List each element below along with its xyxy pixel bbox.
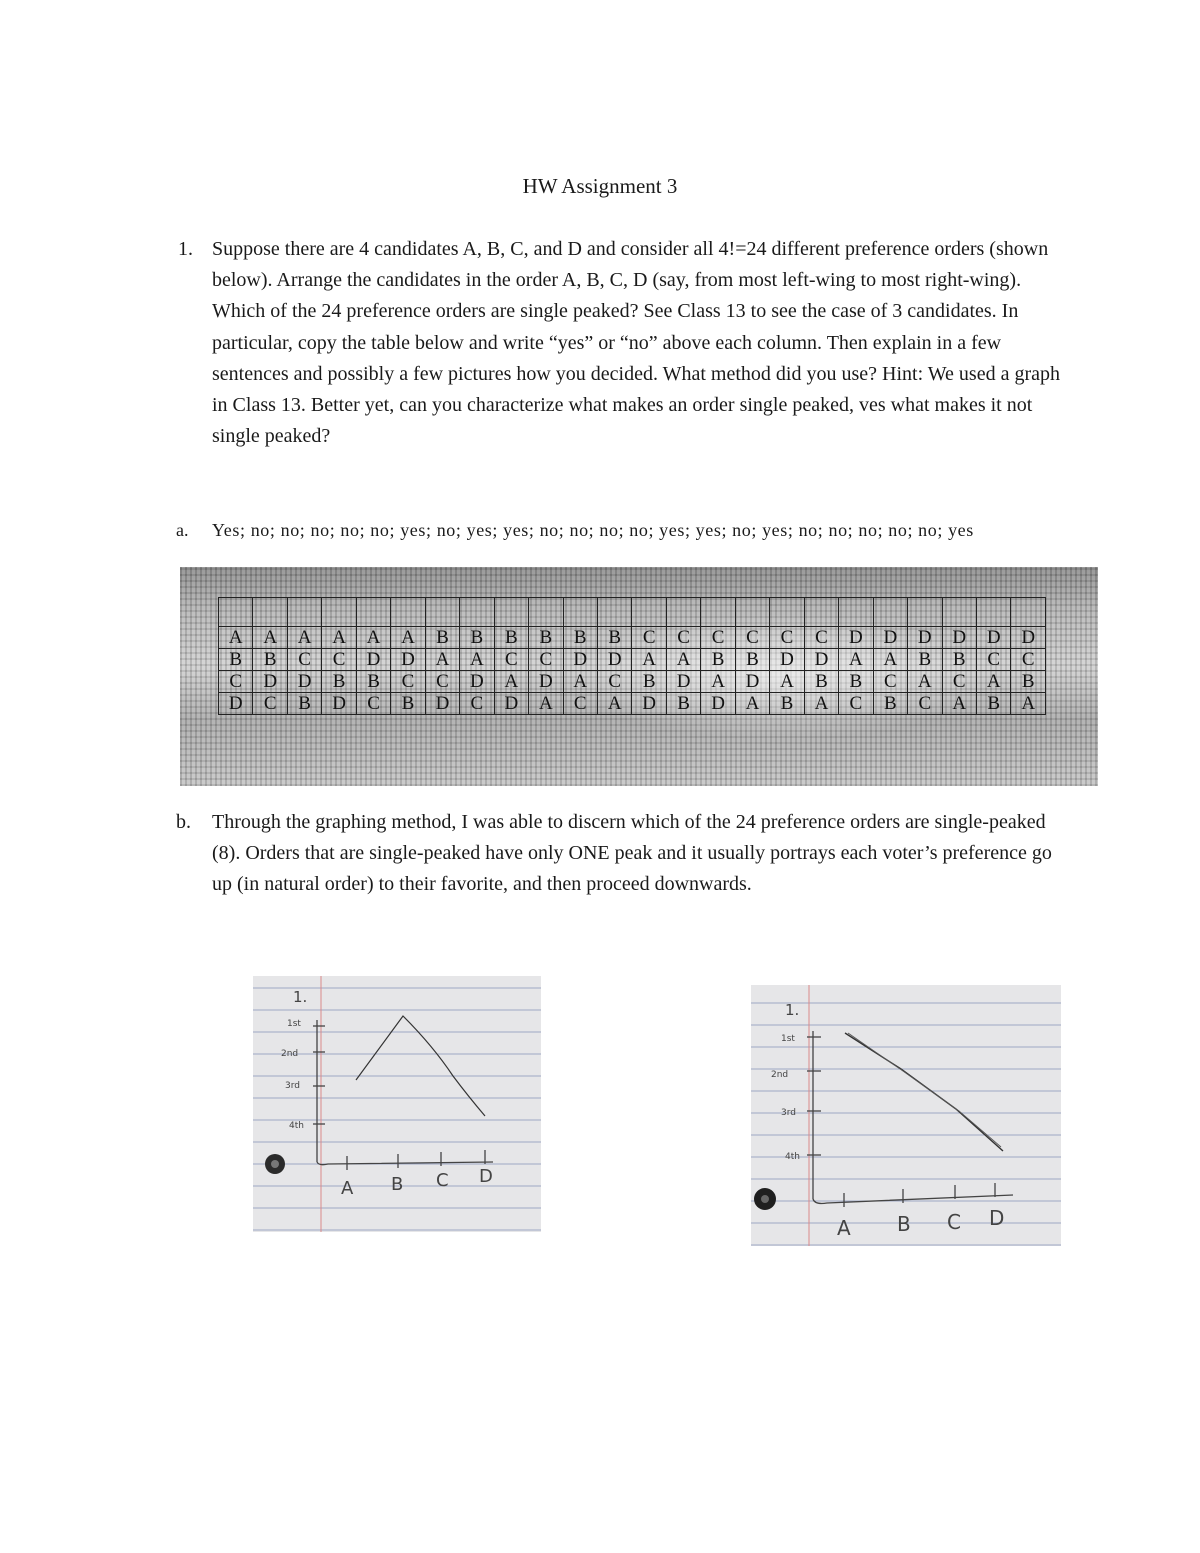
table-cell: A bbox=[494, 671, 528, 693]
photo2-x-label-d: D bbox=[989, 1206, 1005, 1230]
blank-cell bbox=[356, 598, 390, 627]
table-cell: B bbox=[460, 627, 494, 649]
blank-cell bbox=[529, 598, 563, 627]
blank-cell bbox=[632, 598, 666, 627]
blank-cell bbox=[597, 598, 631, 627]
table-cell: B bbox=[322, 671, 356, 693]
table-cell: B bbox=[976, 693, 1010, 715]
table-cell: A bbox=[942, 693, 976, 715]
table-cell: D bbox=[632, 693, 666, 715]
table-cell: C bbox=[597, 671, 631, 693]
table-cell: C bbox=[322, 649, 356, 671]
table-row bbox=[219, 649, 1046, 671]
blank-cell bbox=[770, 598, 804, 627]
table-cell: A bbox=[322, 627, 356, 649]
photo1-y-label-4: 4th bbox=[289, 1121, 304, 1131]
table-cell: B bbox=[356, 671, 390, 693]
table-cell: A bbox=[873, 649, 907, 671]
answer-a-text: Yes; no; no; no; no; no; yes; no; yes; yes; no; no; no; no; yes; yes; no; yes; no; no; no; no; no; yes bbox=[212, 520, 974, 540]
blank-cell bbox=[391, 598, 425, 627]
table-cell: A bbox=[976, 671, 1010, 693]
table-row bbox=[219, 693, 1046, 715]
table-cell: D bbox=[494, 693, 528, 715]
table-cell: D bbox=[666, 671, 700, 693]
photo2-y-label-3: 3rd bbox=[781, 1108, 796, 1118]
answer-b-text: Through the graphing method, I was able to discern which of the 24 preference orders are single-peaked (8). Orders that are single-peaked have only ONE peak and it usually portrays each voter’s preference go up (in natural order) to their favorite, and then proceed downwards. bbox=[212, 811, 1052, 896]
table-cell: D bbox=[219, 693, 253, 715]
table-cell: A bbox=[735, 693, 769, 715]
photo1-x-label-a: A bbox=[341, 1178, 354, 1199]
table-cell: D bbox=[529, 671, 563, 693]
photo1-x-label-b: B bbox=[391, 1174, 404, 1195]
table-cell: D bbox=[873, 627, 907, 649]
table-cell: C bbox=[632, 627, 666, 649]
table-cell: A bbox=[460, 649, 494, 671]
table-cell: D bbox=[735, 671, 769, 693]
preference-table-scan bbox=[180, 567, 1098, 786]
table-cell: A bbox=[804, 693, 838, 715]
photo1-x-label-c: C bbox=[436, 1170, 449, 1191]
table-cell: C bbox=[494, 649, 528, 671]
photo1-y-label-3: 3rd bbox=[285, 1081, 300, 1091]
blank-cell bbox=[322, 598, 356, 627]
table-cell: A bbox=[839, 649, 873, 671]
blank-cell bbox=[908, 598, 942, 627]
table-cell: D bbox=[356, 649, 390, 671]
page-title: HW Assignment 3 bbox=[522, 174, 678, 198]
table-cell: C bbox=[976, 649, 1010, 671]
table-cell: D bbox=[597, 649, 631, 671]
blank-cell bbox=[976, 598, 1010, 627]
table-cell: A bbox=[391, 627, 425, 649]
table-cell: C bbox=[735, 627, 769, 649]
photo2-x-label-a: A bbox=[837, 1216, 851, 1240]
blank-cell bbox=[287, 598, 321, 627]
table-row bbox=[219, 671, 1046, 693]
table-cell: B bbox=[287, 693, 321, 715]
table-cell: A bbox=[563, 671, 597, 693]
blank-cell bbox=[425, 598, 459, 627]
blank-cell bbox=[1011, 598, 1046, 627]
table-cell: B bbox=[1011, 671, 1046, 693]
table-cell: D bbox=[1011, 627, 1046, 649]
blank-cell bbox=[494, 598, 528, 627]
answer-a-label: a. bbox=[176, 520, 189, 540]
blank-cell bbox=[666, 598, 700, 627]
table-cell: A bbox=[908, 671, 942, 693]
photo2-y-label-4: 4th bbox=[785, 1152, 800, 1162]
table-cell: B bbox=[942, 649, 976, 671]
table-cell: A bbox=[1011, 693, 1046, 715]
table-cell: B bbox=[425, 627, 459, 649]
table-cell: D bbox=[425, 693, 459, 715]
table-cell: D bbox=[253, 671, 287, 693]
table-cell: D bbox=[391, 649, 425, 671]
graph-photo-monotonic bbox=[751, 985, 1061, 1246]
table-cell: B bbox=[253, 649, 287, 671]
table-cell: C bbox=[839, 693, 873, 715]
blank-cell bbox=[839, 598, 873, 627]
table-cell: C bbox=[287, 649, 321, 671]
photo2-y-label-1: 1st bbox=[781, 1034, 795, 1044]
table-cell: A bbox=[253, 627, 287, 649]
table-cell: A bbox=[529, 693, 563, 715]
table-cell: B bbox=[219, 649, 253, 671]
table-cell: D bbox=[908, 627, 942, 649]
table-cell: D bbox=[287, 671, 321, 693]
table-cell: C bbox=[563, 693, 597, 715]
table-cell: B bbox=[873, 693, 907, 715]
table-cell: A bbox=[632, 649, 666, 671]
table-cell: D bbox=[770, 649, 804, 671]
table-cell: B bbox=[839, 671, 873, 693]
table-cell: D bbox=[701, 693, 735, 715]
table-cell: C bbox=[942, 671, 976, 693]
table-cell: B bbox=[529, 627, 563, 649]
table-cell: C bbox=[391, 671, 425, 693]
table-cell: B bbox=[391, 693, 425, 715]
table-cell: A bbox=[666, 649, 700, 671]
question-text: Suppose there are 4 candidates A, B, C, and D and consider all 4!=24 different preference orders (shown below). Arrange the candidates in the order A, B, C, D (say, from most left-wing to most right-wing). Which of the 24 preference orders are single peaked? See Class 13 to see the case of 3 candidates. In particular, copy the table below and write “yes” or “no” above each column. Then explain in a few sentences and possibly a few pictures how you decided. What method did you use? Hint: We used a graph in Class 13. Better yet, can you characterize what makes an order single peaked, ves what makes it not single peaked? bbox=[212, 238, 1060, 448]
table-blank-row bbox=[219, 598, 1046, 627]
blank-cell bbox=[253, 598, 287, 627]
table-cell: C bbox=[356, 693, 390, 715]
blank-cell bbox=[804, 598, 838, 627]
table-cell: B bbox=[908, 649, 942, 671]
table-cell: C bbox=[873, 671, 907, 693]
table-cell: C bbox=[253, 693, 287, 715]
table-cell: D bbox=[322, 693, 356, 715]
table-cell: D bbox=[839, 627, 873, 649]
table-cell: C bbox=[219, 671, 253, 693]
question-number: 1. bbox=[178, 238, 193, 260]
table-row bbox=[219, 627, 1046, 649]
blank-cell bbox=[873, 598, 907, 627]
table-cell: B bbox=[735, 649, 769, 671]
table-cell: A bbox=[770, 671, 804, 693]
table-cell: D bbox=[563, 649, 597, 671]
table-cell: D bbox=[976, 627, 1010, 649]
table-cell: B bbox=[597, 627, 631, 649]
table-cell: C bbox=[460, 693, 494, 715]
photo2-x-label-b: B bbox=[897, 1212, 911, 1236]
table-cell: A bbox=[597, 693, 631, 715]
photo2-y-label-2: 2nd bbox=[771, 1070, 789, 1080]
answer-b-label: b. bbox=[176, 811, 191, 833]
blank-cell bbox=[563, 598, 597, 627]
table-cell: C bbox=[1011, 649, 1046, 671]
photo1-x-label-d: D bbox=[479, 1166, 493, 1187]
blank-cell bbox=[219, 598, 253, 627]
table-cell: B bbox=[563, 627, 597, 649]
photo1-y-label-2: 2nd bbox=[281, 1049, 299, 1059]
blank-cell bbox=[942, 598, 976, 627]
table-cell: B bbox=[494, 627, 528, 649]
photo1-y-label-1: 1st bbox=[287, 1019, 301, 1029]
table-cell: C bbox=[908, 693, 942, 715]
table-cell: B bbox=[804, 671, 838, 693]
table-cell: A bbox=[425, 649, 459, 671]
blank-cell bbox=[460, 598, 494, 627]
table-cell: D bbox=[804, 649, 838, 671]
table-cell: B bbox=[701, 649, 735, 671]
preference-orders-table bbox=[218, 597, 1046, 715]
table-cell: B bbox=[632, 671, 666, 693]
table-cell: C bbox=[529, 649, 563, 671]
table-cell: C bbox=[804, 627, 838, 649]
table-cell: A bbox=[219, 627, 253, 649]
photo2-graph-number: 1. bbox=[785, 1001, 800, 1019]
photo1-graph-number: 1. bbox=[293, 988, 308, 1006]
blank-cell bbox=[735, 598, 769, 627]
table-cell: C bbox=[701, 627, 735, 649]
table-cell: A bbox=[287, 627, 321, 649]
table-cell: A bbox=[356, 627, 390, 649]
table-cell: C bbox=[770, 627, 804, 649]
table-cell: B bbox=[770, 693, 804, 715]
graph-photo-single-peaked bbox=[253, 976, 541, 1232]
table-cell: C bbox=[425, 671, 459, 693]
table-cell: C bbox=[666, 627, 700, 649]
table-cell: A bbox=[701, 671, 735, 693]
photo2-x-label-c: C bbox=[947, 1210, 961, 1234]
table-cell: B bbox=[666, 693, 700, 715]
table-cell: D bbox=[460, 671, 494, 693]
blank-cell bbox=[701, 598, 735, 627]
table-cell: D bbox=[942, 627, 976, 649]
